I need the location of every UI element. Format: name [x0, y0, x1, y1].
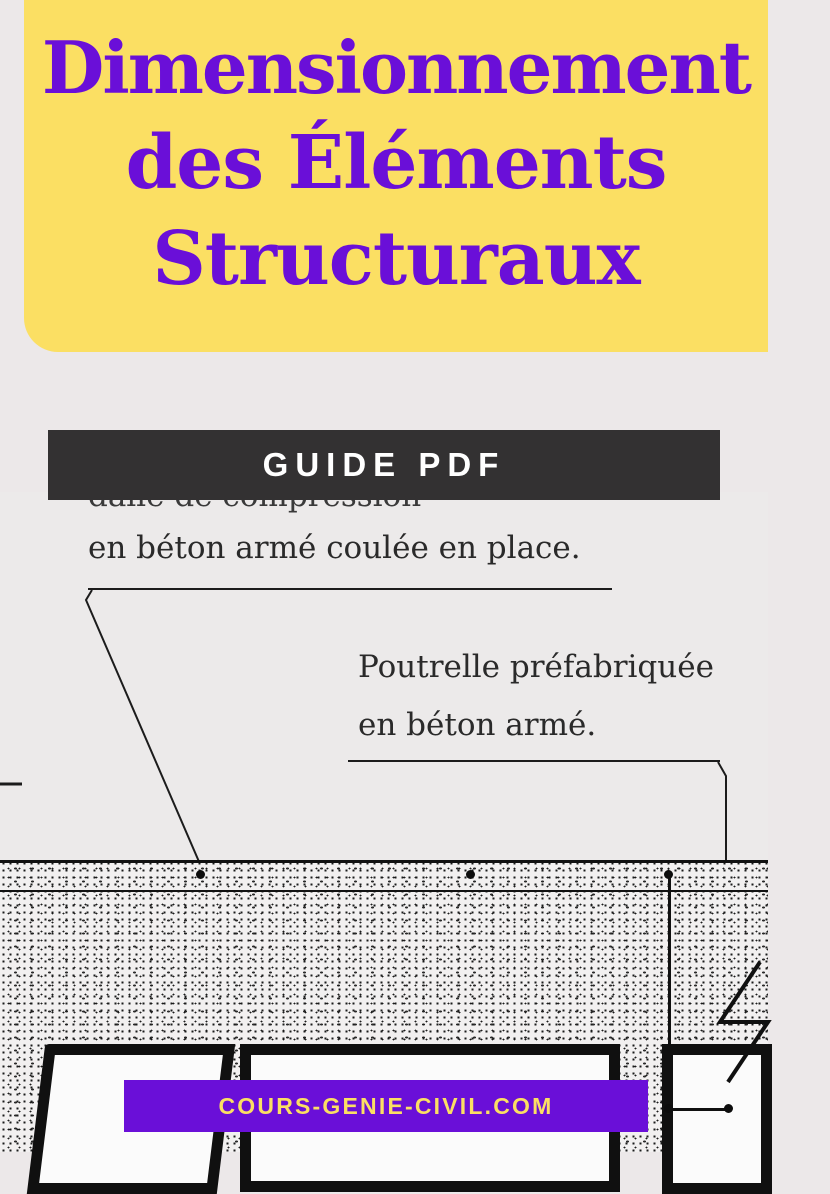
slab-compression-layer-line — [0, 890, 768, 892]
guide-pdf-label: GUIDE PDF — [262, 446, 506, 483]
diagram-caption-slab-line2: en béton armé coulée en place. — [88, 530, 581, 566]
rebar-detail-lines — [650, 962, 830, 1122]
guide-pdf-badge — [48, 430, 720, 500]
rebar-dot — [466, 870, 475, 879]
rebar-dot — [196, 870, 205, 879]
page-title-line-3: Structuraux — [152, 216, 640, 302]
diagram-caption-beam-line2: en béton armé. — [358, 707, 597, 743]
diagram-caption-beam-line1: Poutrelle préfabriquée — [358, 649, 714, 685]
technical-diagram-image — [0, 492, 768, 1152]
slab-top-edge — [0, 860, 768, 863]
page-title-line-1: Dimensionnement — [41, 25, 751, 110]
website-url-label: COURS-GENIE-CIVIL.COM — [218, 1092, 554, 1119]
website-url-bar[interactable] — [124, 1080, 648, 1132]
title-banner — [24, 0, 768, 352]
page-title-line-2: des Éléments — [125, 120, 667, 206]
